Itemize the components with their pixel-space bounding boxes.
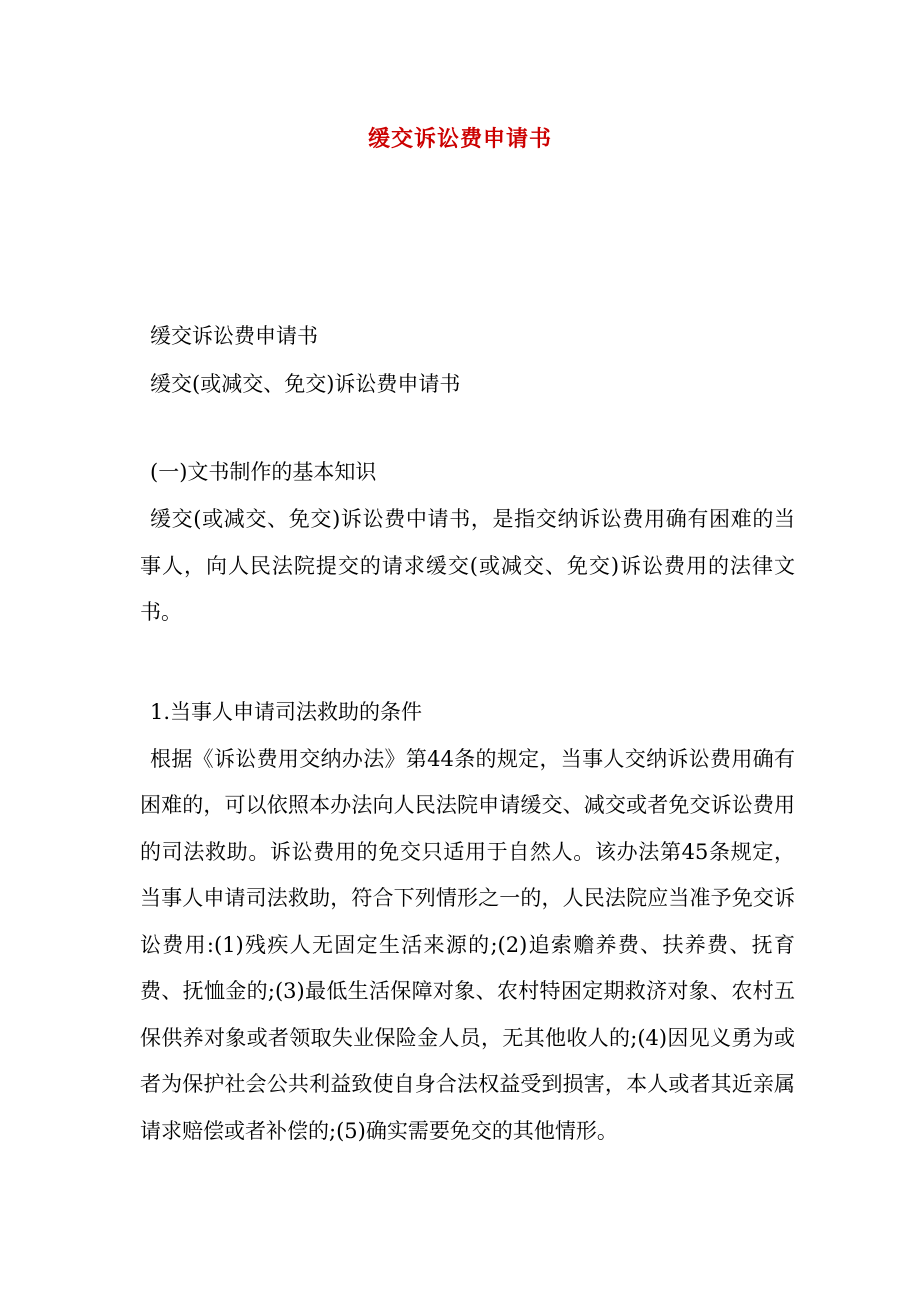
heading-line-2: 缓交(或减交、免交)诉讼费申请书 bbox=[150, 372, 461, 396]
section-heading: (一)文书制作的基本知识 bbox=[150, 460, 377, 484]
heading-line-1: 缓交诉讼费申请书 bbox=[150, 324, 318, 348]
page-title: 缓交诉讼费申请书 bbox=[367, 126, 552, 152]
subsection-heading: 1.当事人申请司法救助的条件 bbox=[150, 699, 423, 724]
document-body bbox=[140, 312, 795, 1154]
section-paragraph: 缓交(或减交、免交)诉讼费中请书，是指交纳诉讼费用确有困难的当事人，向人民法院提交的请求缓交(或减交、免交)诉讼费用的法律文书。 bbox=[140, 507, 795, 624]
subsection-paragraph: 根据《诉讼费用交纳办法》第44条的规定，当事人交纳诉讼费用确有困难的，可以依照本办法向人民法院申请缓交、减交或者免交诉讼费用的司法救助。诉讼费用的免交只适用于自然人。该办法第45条规定，当事人申请司法救助，符合下列情形之一的，人民法院应当准予免交诉讼费用:(1)残疾人无固定生活来源的;(2)追索赡养费、扶养费、抚育费、抚恤金的;(3)最低生活保障对象、农村特困定期救济对象、农村五保供养对象或者领取失业保险金人员，无其他收人的;(4)因见义勇为或者为保护社会公共利益致使自身合法权益受到损害，本人或者其近亲属请求赔偿或者补偿的;(5)确实需要免交的其他情形。 bbox=[140, 746, 795, 1143]
